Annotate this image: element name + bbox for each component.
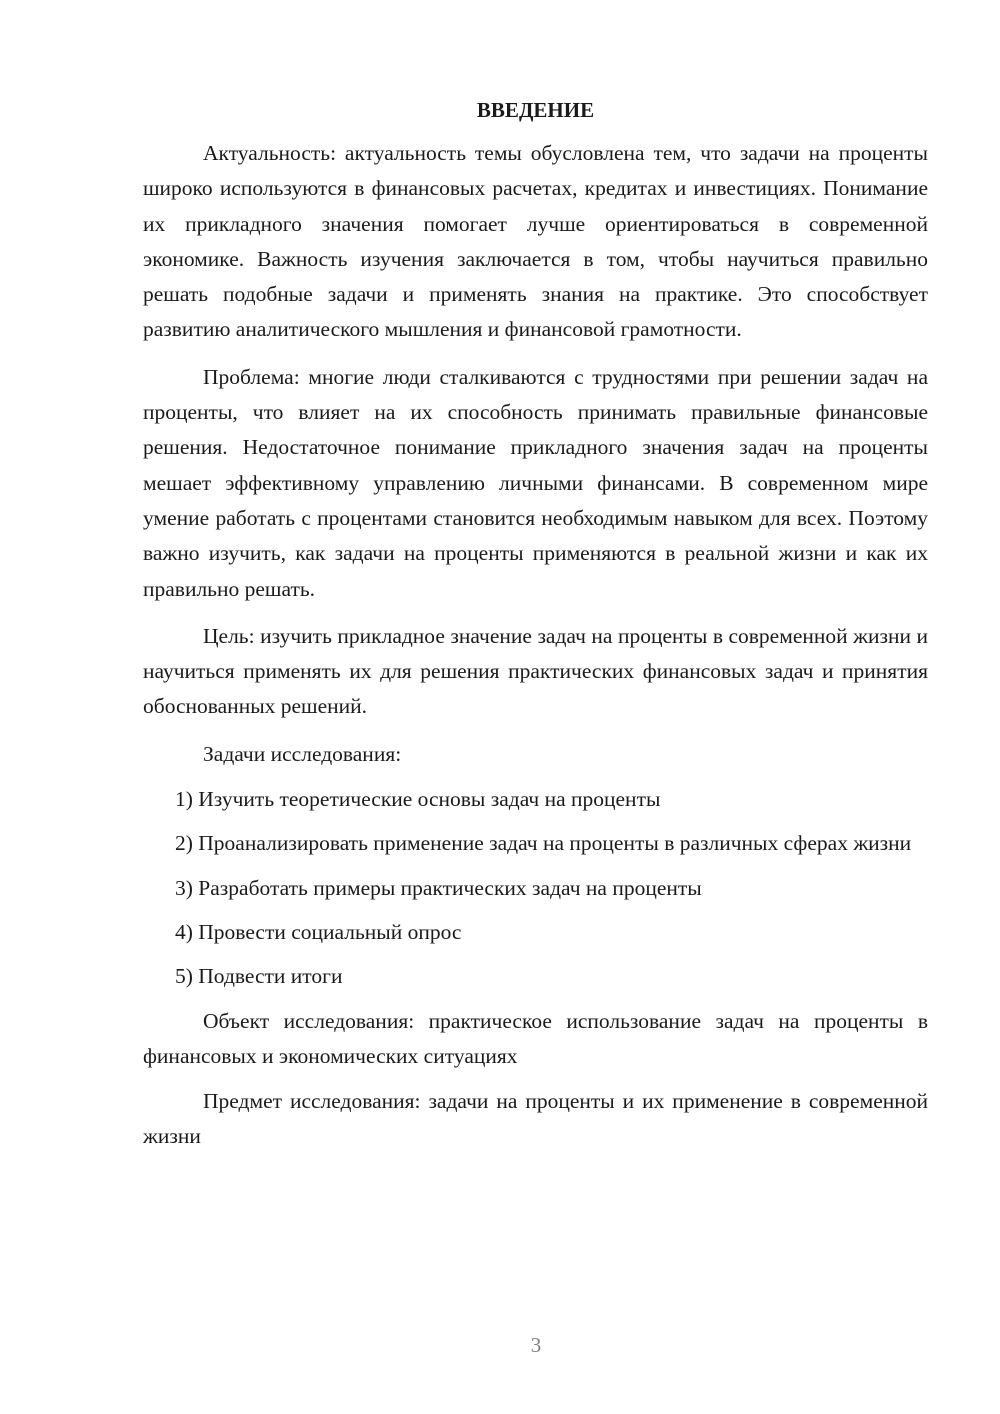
subject-paragraph: Предмет исследования: задачи на проценты и их применение в современной жизни — [143, 1089, 928, 1149]
task-item: 2) Проанализировать применение задач на проценты в различных сферах жизни — [175, 831, 912, 856]
object-paragraph: Объект исследования: практическое использование задач на проценты в финансовых и экономических ситуациях — [143, 1008, 928, 1068]
task-item: 4) Провести социальный опрос — [175, 919, 462, 944]
page-content — [143, 95, 928, 1167]
task-item: 1) Изучить теоретические основы задач на проценты — [175, 787, 661, 812]
task-item: 3) Разработать примеры практических задач на проценты — [175, 875, 702, 900]
page-number: 3 — [530, 1333, 542, 1357]
section-heading: ВВЕДЕНИЕ — [476, 98, 595, 122]
task-item: 5) Подвести итоги — [175, 964, 343, 989]
relevance-paragraph: Актуальность: актуальность темы обусловлена тем, что задачи на проценты широко используются в финансовых расчетах, кредитах и инвестициях. Понимание их прикладного значения помогает лучше ориентироваться в современной экономике. Важность изучения заключается в том, чтобы научиться правильно решать подобные задачи и применять знания на практике. Это способствует развитию аналитического мышления и финансовой грамотности. — [143, 141, 928, 342]
problem-paragraph: Проблема: многие люди сталкиваются с трудностями при решении задач на проценты, что влияет на их способность принимать правильные финансовые решения. Недостаточное понимание прикладного значения задач на проценты мешает эффективному управлению личными финансами. В современном мире умение работать с процентами становится необходимым навыком для всех. Поэтому важно изучить, как задачи на проценты применяются в реальной жизни и как их правильно решать. — [143, 364, 928, 601]
tasks-title: Задачи исследования: — [203, 741, 402, 766]
goal-paragraph: Цель: изучить прикладное значение задач на проценты в современной жизни и научиться применять их для решения практических финансовых задач и принятия обоснованных решений. — [143, 623, 928, 719]
